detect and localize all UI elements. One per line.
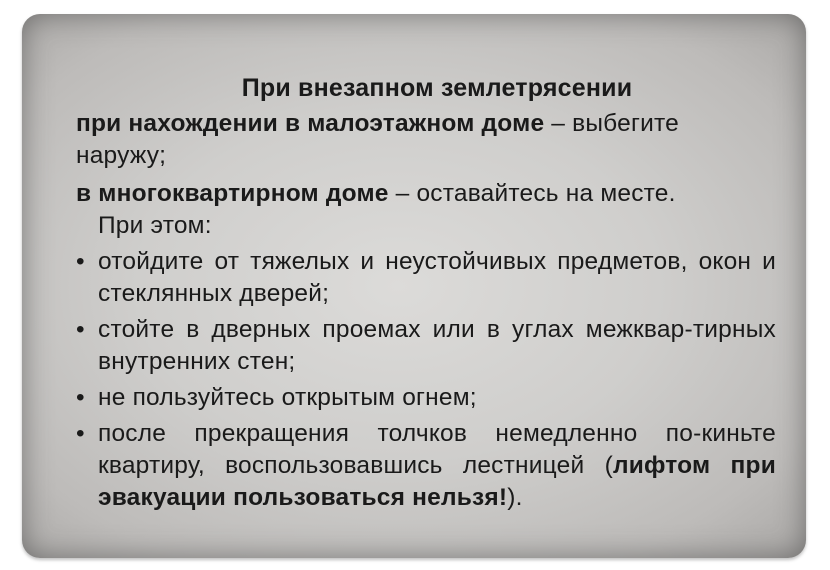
list-item bbox=[76, 382, 776, 414]
list-item-text: отойдите от тяжелых и неустойчивых предметов, окон и стеклянных дверей; bbox=[98, 248, 776, 307]
info-card bbox=[22, 14, 806, 558]
list-item-text: после прекращения толчков немедленно по-киньте квартиру, воспользовавшись лестницей ( bbox=[98, 420, 776, 479]
paragraph-apartment-line2: При этом: bbox=[98, 212, 212, 239]
bullet-icon: • bbox=[76, 316, 85, 343]
list-item bbox=[76, 246, 776, 310]
paragraph-apartment bbox=[76, 178, 776, 242]
list-item bbox=[76, 314, 776, 378]
bullet-icon: • bbox=[76, 420, 85, 447]
bullet-icon: • bbox=[76, 384, 85, 411]
list-item-text: стойте в дверных проемах или в углах межквар-тирных внутренних стен; bbox=[98, 316, 776, 375]
card-title: При внезапном землетрясении bbox=[241, 74, 633, 102]
paragraph-low-rise-bold: при нахождении в малоэтажном доме bbox=[76, 110, 545, 137]
card-content bbox=[76, 72, 776, 518]
paragraph-apartment-rest: – оставайтесь на месте. bbox=[388, 180, 676, 207]
list-item-text: не пользуйтесь открытым огнем; bbox=[98, 384, 477, 411]
instructions-list bbox=[76, 246, 776, 514]
paragraph-low-rise bbox=[76, 108, 776, 172]
bullet-icon: • bbox=[76, 248, 85, 275]
paragraph-apartment-bold: в многоквартирном доме bbox=[76, 180, 389, 207]
paragraph-low-rise-rest: – выбегите наружу; bbox=[76, 110, 679, 169]
list-item-warning-bold: лифтом при эвакуации пользоваться нельзя! bbox=[98, 452, 776, 511]
list-item bbox=[76, 418, 776, 514]
list-item-end: ). bbox=[507, 484, 523, 511]
